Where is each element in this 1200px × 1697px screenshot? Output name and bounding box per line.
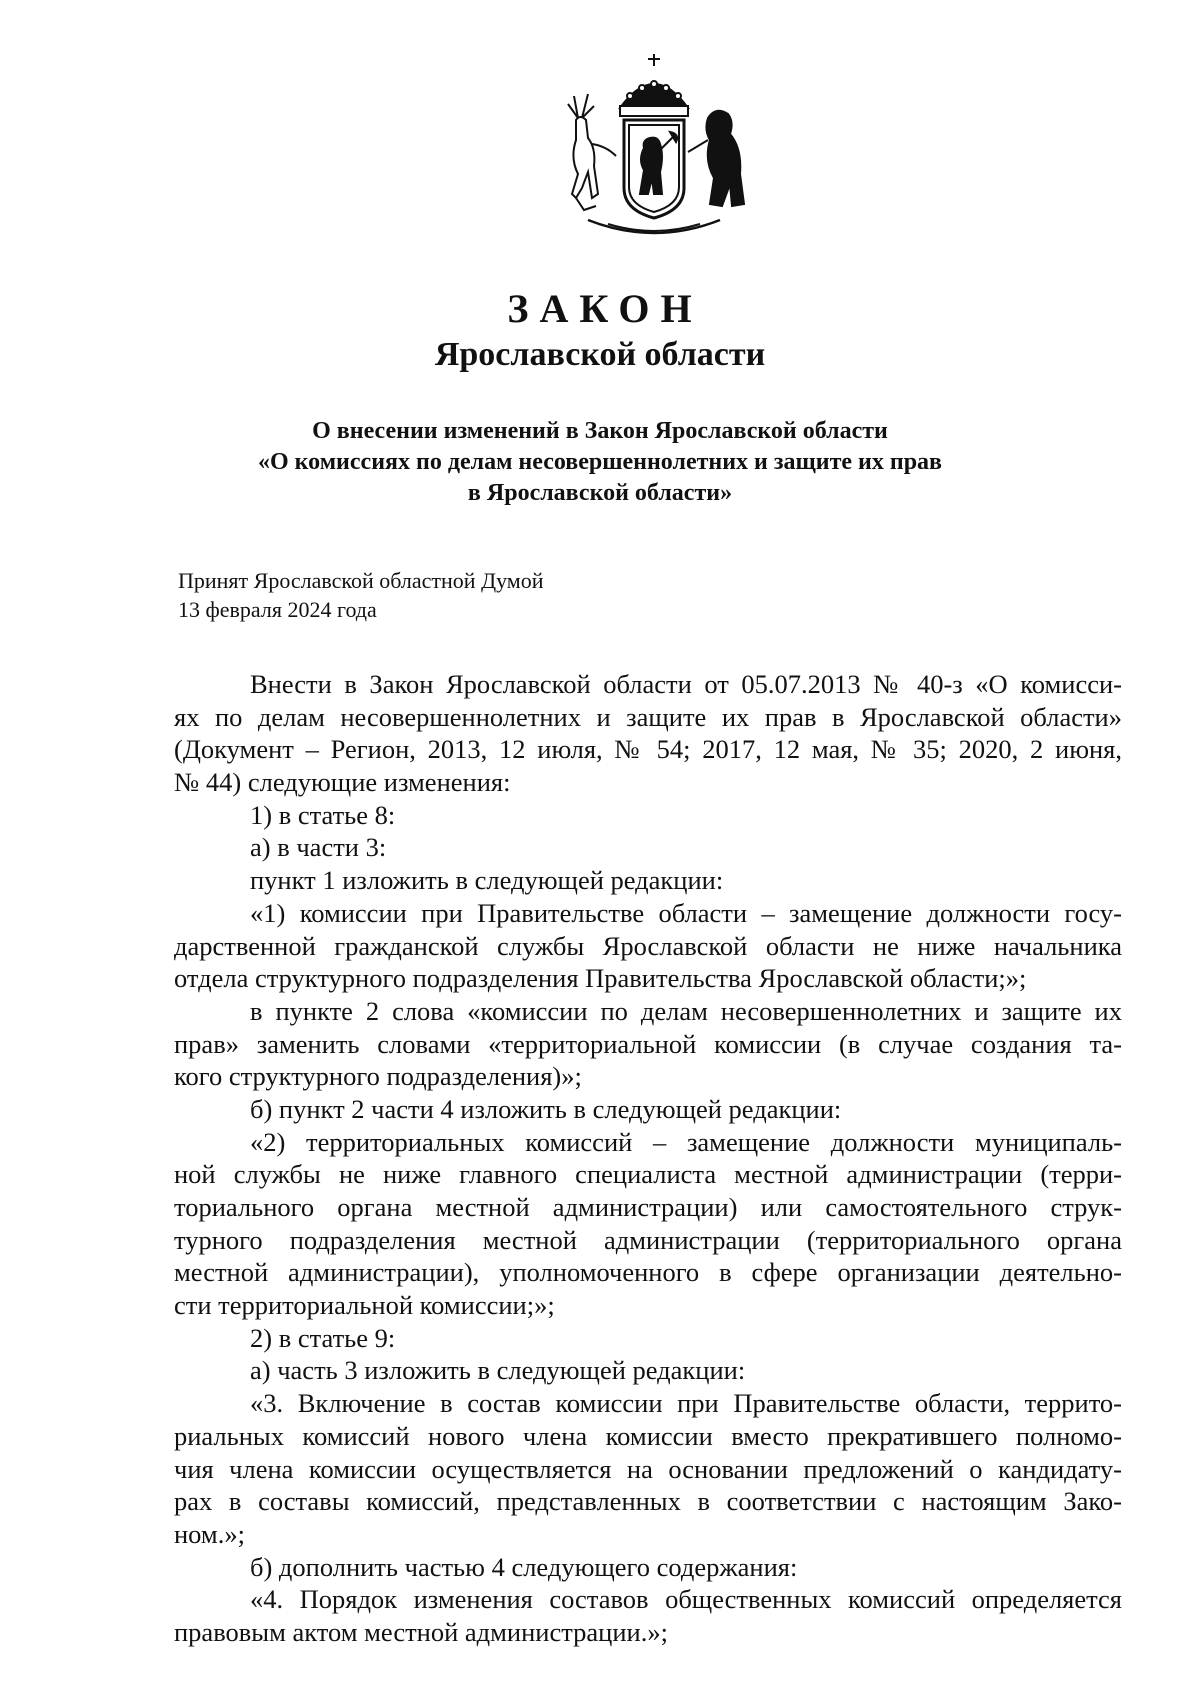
subject-line: «О комиссиях по делам несовершеннолетних и защите их прав — [257, 449, 943, 475]
body-line: рах в составы комиссий, представленных в соответствии с настоящим Зако- — [174, 1486, 1122, 1517]
body-line: «3. Включение в состав комиссии при Правительстве области, террито- — [250, 1388, 1122, 1419]
body-line: в пункте 2 слова «комиссии по делам несовершеннолетних и защите их — [250, 995, 1122, 1026]
body-line: ном.»; — [174, 1518, 245, 1549]
body-line: турного подразделения местной администрации (территориального органа — [174, 1224, 1122, 1255]
document-title: ЗАКОН — [507, 286, 703, 331]
yaroslavl-coat-of-arms-icon — [548, 48, 760, 248]
document-region: Ярославской области — [434, 336, 766, 373]
adoption-date: 13 февраля 2024 года — [178, 597, 377, 622]
body-line: местной администрации), уполномоченного в сфере организации деятельно- — [174, 1257, 1122, 1288]
body-line: сти территориальной комиссии;»; — [174, 1290, 555, 1321]
body-line: № 44) следующие изменения: — [174, 767, 511, 798]
body-line: ной службы не ниже главного специалиста местной администрации (терри- — [174, 1159, 1122, 1190]
body-line: кого структурного подразделения)»; — [174, 1061, 582, 1092]
body-line: риальных комиссий нового члена комиссии вместо прекратившего полномо- — [174, 1420, 1122, 1451]
body-line: «4. Порядок изменения составов общественных комиссий определяется — [250, 1584, 1122, 1615]
body-line: 1) в статье 8: — [250, 799, 396, 830]
body-line: чия члена комиссии осуществляется на основании предложений о кандидату- — [174, 1453, 1122, 1484]
body-line: б) дополнить частью 4 следующего содержания: — [250, 1551, 798, 1582]
body-line: ях по делам несовершеннолетних и защите их прав в Ярославской области» — [174, 701, 1122, 732]
body-line: а) часть 3 изложить в следующей редакции: — [250, 1355, 746, 1386]
law-body — [174, 668, 1122, 1649]
body-line: а) в части 3: — [250, 832, 387, 863]
body-line: Внести в Закон Ярославской области от 05.07.2013 № 40-з «О комисси- — [250, 669, 1122, 699]
law-subject — [0, 416, 1200, 509]
subject-line: в Ярославской области» — [467, 480, 733, 506]
body-line: правовым актом местной администрации.»; — [174, 1616, 668, 1647]
body-line: (Документ – Регион, 2013, 12 июля, № 54; 2017, 12 мая, № 35; 2020, 2 июня, — [174, 734, 1122, 765]
subject-line: О внесении изменений в Закон Ярославской области — [312, 418, 888, 444]
body-line: б) пункт 2 части 4 изложить в следующей редакции: — [250, 1093, 842, 1124]
body-line: отдела структурного подразделения Правительства Ярославской области;»; — [174, 963, 1027, 994]
body-line: пункт 1 изложить в следующей редакции: — [250, 865, 724, 896]
body-line: дарственной гражданской службы Ярославской области не ниже начальника — [174, 930, 1122, 961]
body-line: прав» заменить словами «территориальной комиссии (в случае создания та- — [174, 1028, 1122, 1059]
body-line: «2) территориальных комиссий – замещение должности муниципаль- — [250, 1126, 1122, 1157]
body-line: 2) в статье 9: — [250, 1322, 396, 1353]
body-line: «1) комиссии при Правительстве области – замещение должности госу- — [250, 897, 1122, 928]
adoption-body: Принят Ярославской областной Думой — [178, 568, 544, 593]
adoption-note — [178, 566, 544, 624]
body-line: ториального органа местной администрации) или самостоятельного струк- — [174, 1192, 1122, 1222]
